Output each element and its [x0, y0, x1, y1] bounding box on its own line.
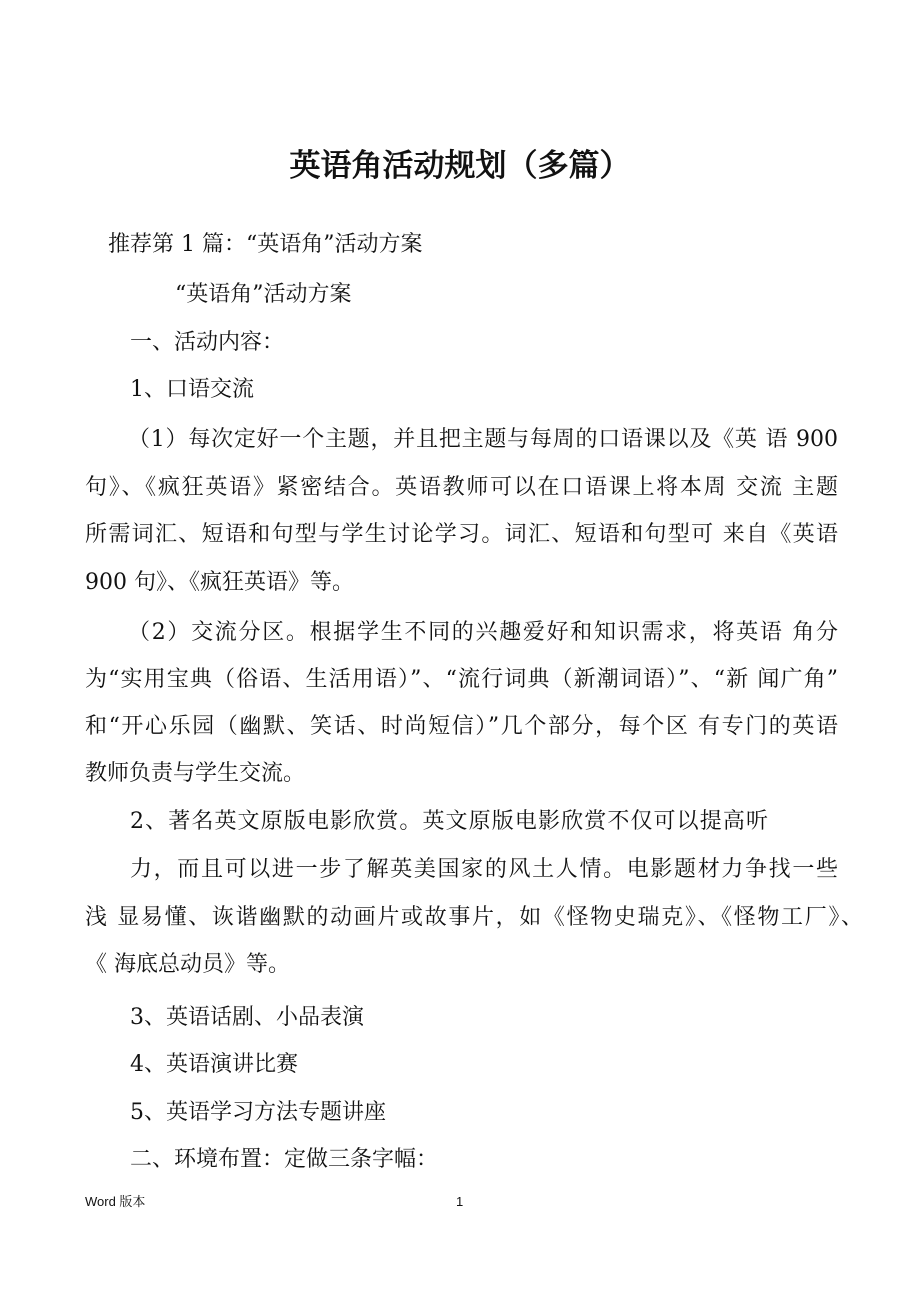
subtitle: “英语角”活动方案 — [175, 282, 352, 307]
paragraph-line: （1）每次定好一个主题，并且把主题与每周的口语课以及《英 语 900 — [128, 427, 838, 452]
paragraph-line: 所需词汇、短语和句型与学生讨论学习。词汇、短语和句型可 来自《英语 — [85, 522, 838, 547]
section-heading: 推荐第 1 篇：“英语角”活动方案 — [108, 232, 423, 257]
item-line: 5、英语学习方法专题讲座 — [130, 1100, 386, 1125]
item-line: 3、英语话剧、小品表演 — [130, 1005, 364, 1030]
footer-label: Word 版本 — [85, 1194, 146, 1209]
paragraph-line: 句》、《疯狂英语》紧密结合。英语教师可以在口语课上将本周 交流 主题 — [85, 475, 838, 500]
heading-line: 二、环境布置：定做三条字幅： — [130, 1147, 439, 1172]
paragraph-line: 浅 显易懂、诙谐幽默的动画片或故事片，如《怪物史瑞克》、《怪物工厂》、 — [85, 905, 863, 930]
item-line: 4、英语演讲比赛 — [130, 1052, 298, 1077]
item-line: 1、口语交流 — [130, 377, 254, 402]
paragraph-line: 教师负责与学生交流。 — [85, 761, 306, 786]
page-number: 1 — [456, 1194, 464, 1209]
paragraph-line: 力，而且可以进一步了解英美国家的风土人情。电影题材力争找一些 — [130, 857, 838, 882]
paragraph-line: 和“开心乐园（幽默、笑话、时尚短信）”几个部分，每个区 有专门的英语 — [85, 714, 838, 739]
paragraph-line: 900 句》、《疯狂英语》等。 — [85, 570, 354, 595]
paragraph-line: （2）交流分区。根据学生不同的兴趣爱好和知识需求，将英语 角分 — [128, 620, 838, 645]
heading-line: 一、活动内容： — [130, 330, 285, 355]
paragraph-line: 2、著名英文原版电影欣赏。英文原版电影欣赏不仅可以提高听 — [130, 809, 768, 834]
paragraph-line: 《 海底总动员》等。 — [85, 952, 290, 977]
paragraph-line: 为“实用宝典（俗语、生活用语）”、“流行词典（新潮词语）”、“新 闻广角” — [85, 667, 838, 692]
document-title: 英语角活动规划（多篇） — [289, 148, 631, 184]
